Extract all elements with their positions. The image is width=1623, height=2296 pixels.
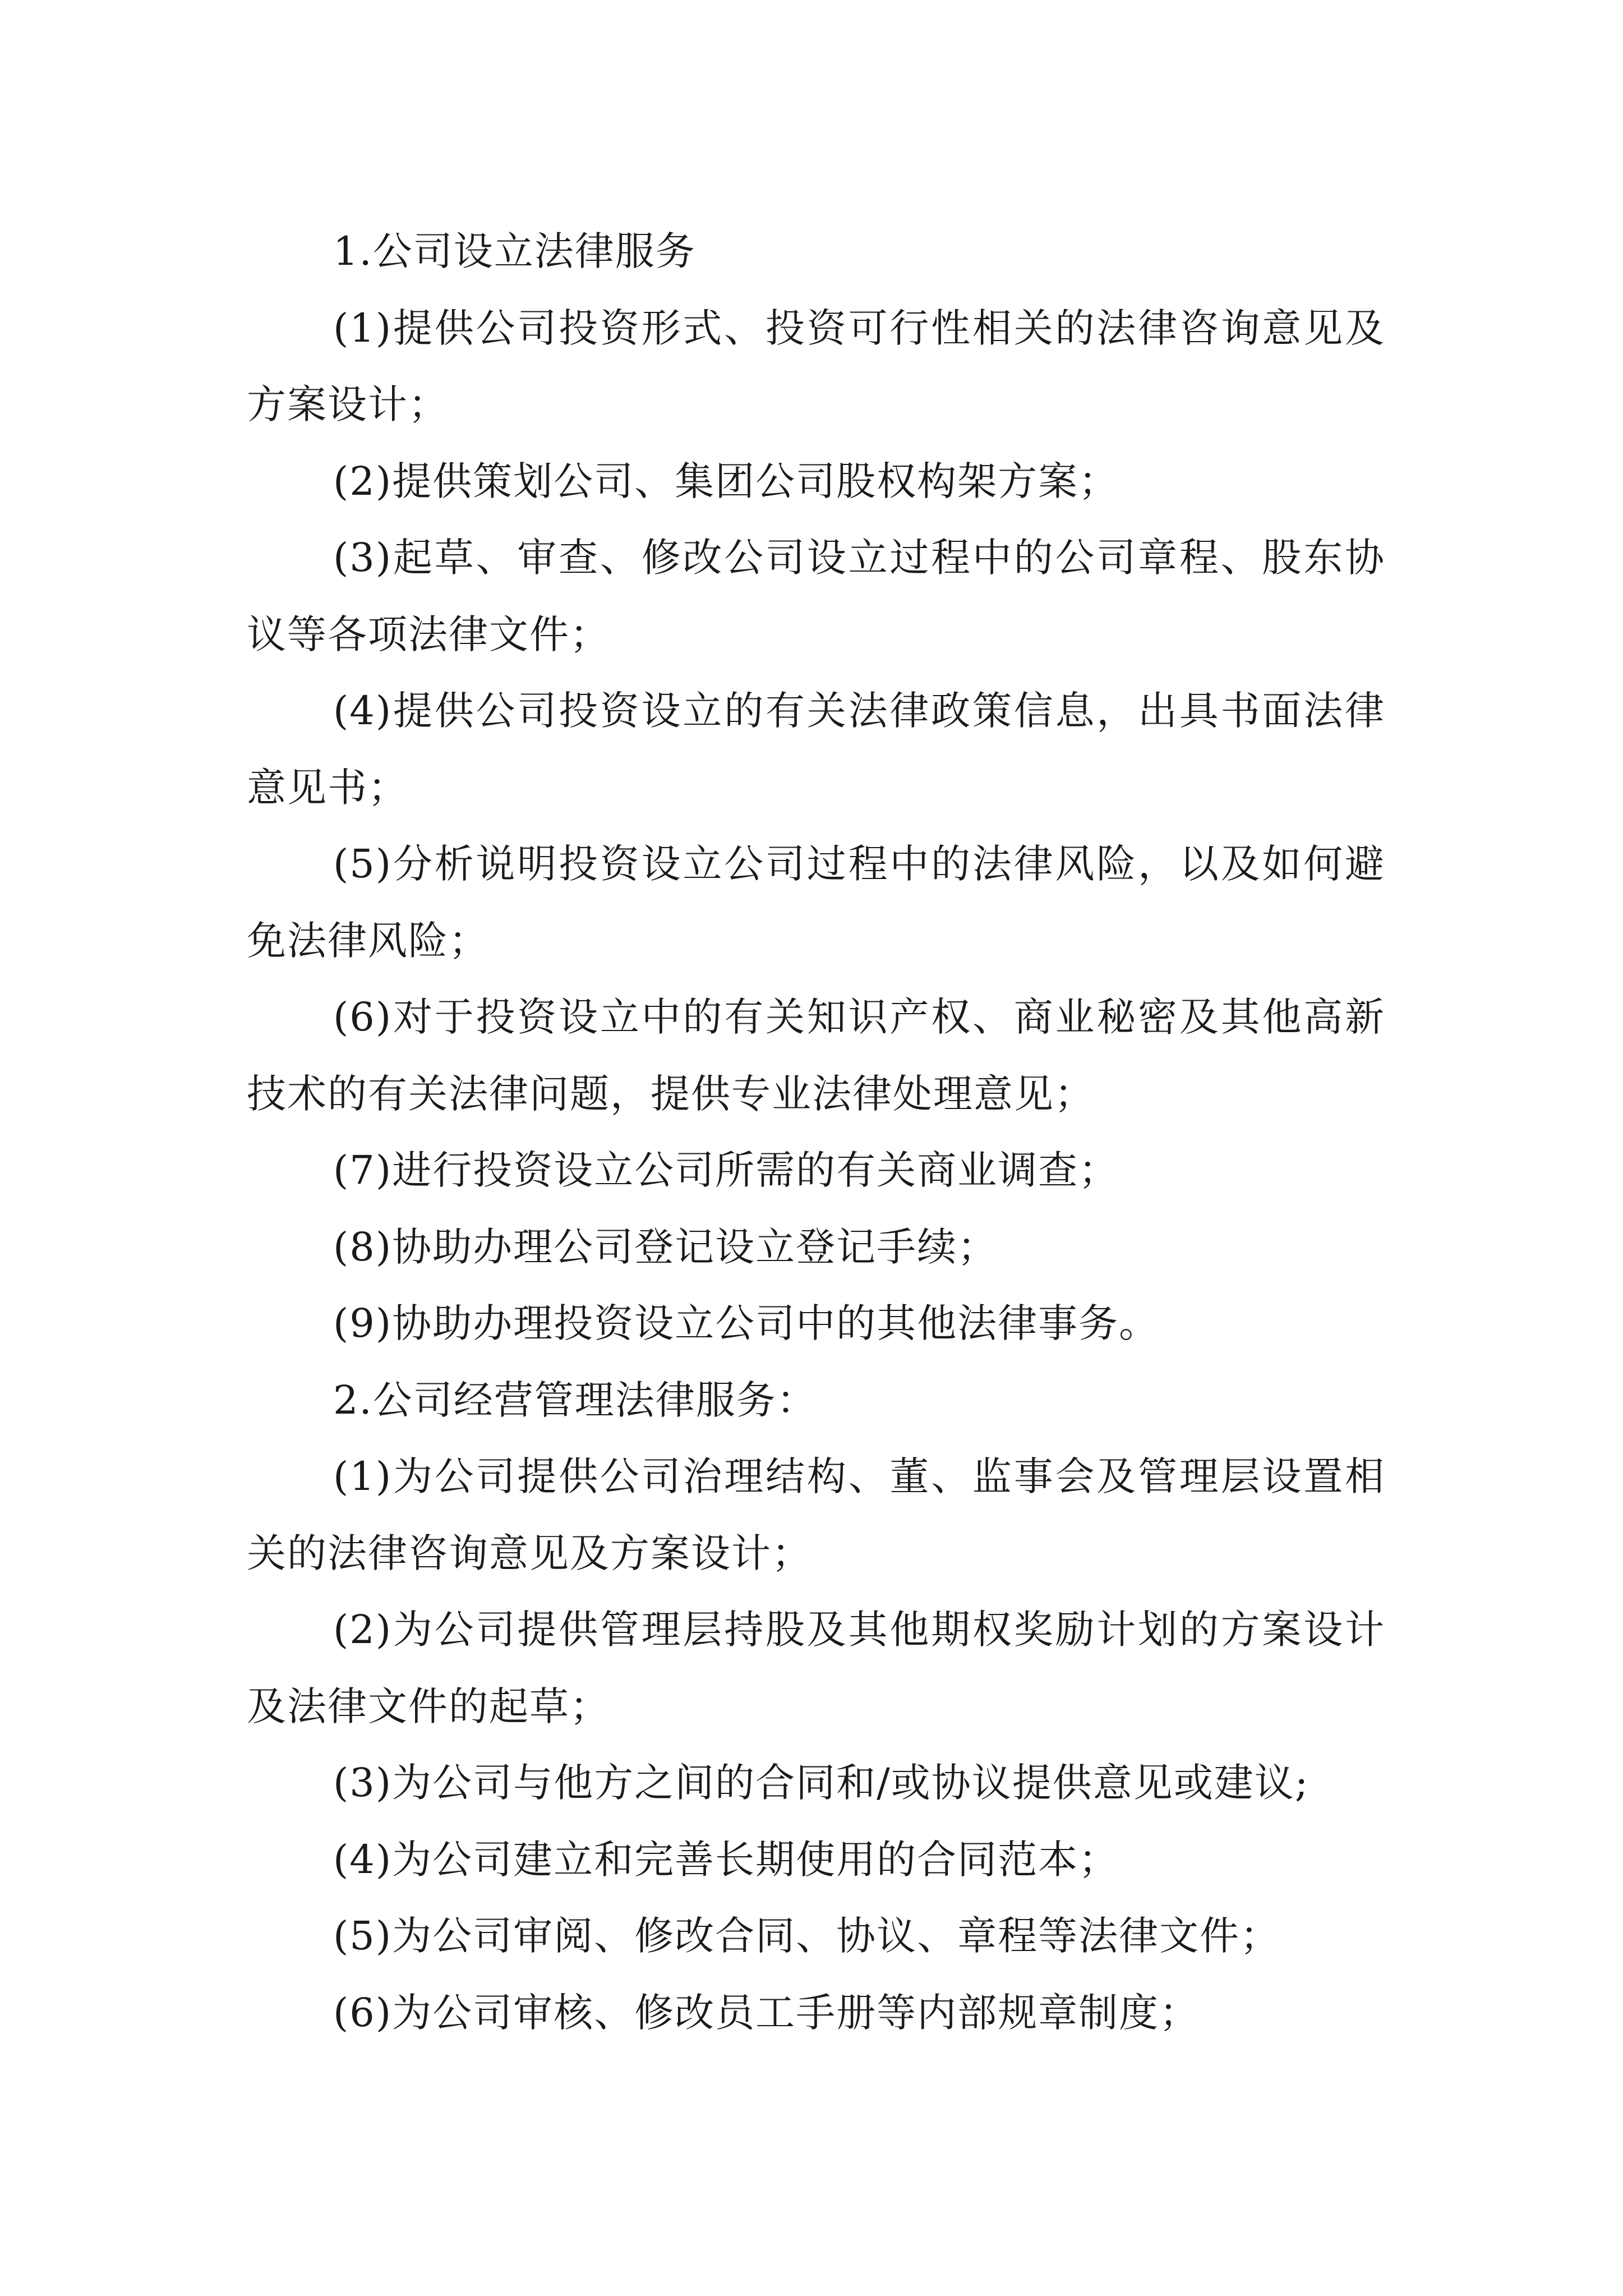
list-item: (1)提供公司投资形式、投资可行性相关的法律咨询意见及方案设计； (247, 305, 1385, 427)
list-item: (8)协助办理公司登记设立登记手续； (333, 1223, 998, 1270)
list-item: (4)为公司建立和完善长期使用的合同范本； (333, 1836, 1119, 1883)
list-item: (6)对于投资设立中的有关知识产权、商业秘密及其他高新技术的有关法律问题，提供专业法律处理意见； (247, 994, 1385, 1117)
list-item: (3)起草、审查、修改公司设立过程中的公司章程、股东协议等各项法律文件； (247, 535, 1385, 657)
list-item: (5)分析说明投资设立公司过程中的法律风险，以及如何避免法律风险； (247, 841, 1385, 964)
list-item: (2)提供策划公司、集团公司股权构架方案； (333, 458, 1119, 504)
list-item: (4)提供公司投资设立的有关法律政策信息，出具书面法律意见书； (247, 688, 1385, 811)
section-heading-1: 1.公司设立法律服务 (333, 228, 696, 274)
list-item: (6)为公司审核、修改员工手册等内部规章制度； (333, 1989, 1200, 2036)
section-heading-2: 2.公司经营管理法律服务： (333, 1377, 817, 1423)
list-item: (5)为公司审阅、修改合同、协议、章程等法律文件； (333, 1913, 1281, 1959)
list-item: (9)协助办理投资设立公司中的其他法律事务。 (333, 1300, 1160, 1346)
list-item: (1)为公司提供公司治理结构、董、监事会及管理层设置相关的法律咨询意见及方案设计； (247, 1453, 1385, 1576)
document-body (247, 213, 1385, 2051)
list-item: (3)为公司与他方之间的合同和/或协议提供意见或建议; (333, 1760, 1310, 1806)
list-item: (2)为公司提供管理层持股及其他期权奖励计划的方案设计及法律文件的起草； (247, 1607, 1385, 1729)
list-item: (7)进行投资设立公司所需的有关商业调查； (333, 1147, 1119, 1193)
